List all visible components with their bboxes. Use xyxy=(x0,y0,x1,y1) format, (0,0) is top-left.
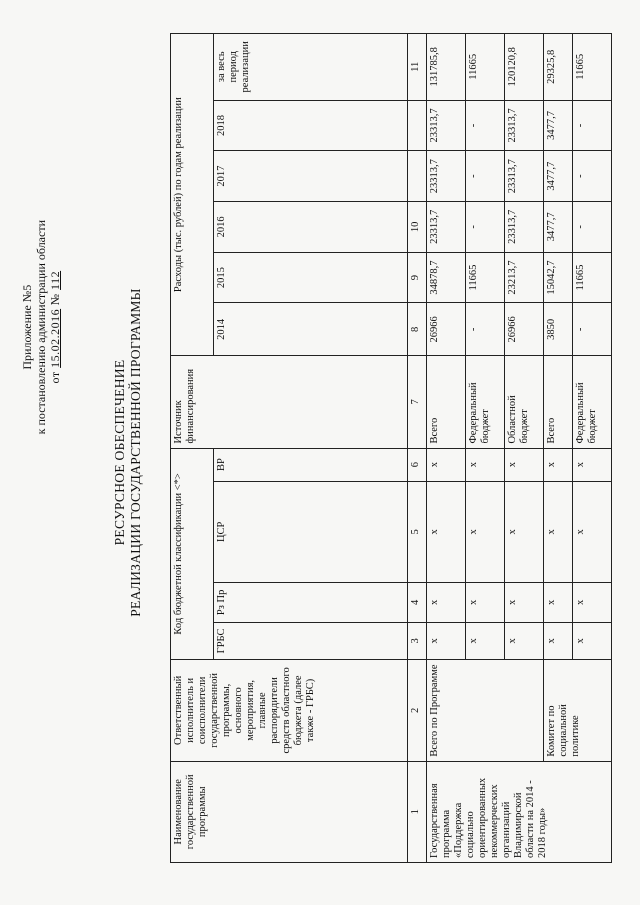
cell-2016: 23313,7 xyxy=(505,202,544,253)
appendix-date-line xyxy=(48,220,62,434)
cell-grbs: х xyxy=(466,622,505,659)
cell-vr: х xyxy=(466,448,505,481)
col-num: 1 xyxy=(408,761,427,862)
cell-2018: 23313,7 xyxy=(505,100,544,151)
number-label: № xyxy=(48,293,62,306)
cell-rzpr: х xyxy=(505,583,544,623)
document-title xyxy=(112,0,144,905)
header-csr: ЦСР xyxy=(214,481,408,582)
header-budget-code: Код бюджетной классификации <*> xyxy=(171,448,214,660)
cell-rzpr: х xyxy=(427,583,466,623)
appendix-number: 112 xyxy=(48,270,62,290)
header-source: Источник финансирования xyxy=(171,356,408,448)
header-executor: Ответственный исполнитель и соисполнители государственной программы, основного мероприятия, главные распорядители средств областного бюджета (далее также - ГРБС) xyxy=(171,660,408,761)
cell-2015: 23213,7 xyxy=(505,252,544,303)
header-year-2017: 2017 xyxy=(214,151,408,202)
cell-grbs: х xyxy=(427,622,466,659)
resource-table xyxy=(170,33,612,863)
header-rzpr: Рз Пр xyxy=(214,583,408,623)
col-num: 6 xyxy=(408,448,427,481)
appendix-block xyxy=(20,220,62,434)
col-num: 10 xyxy=(408,202,427,253)
cell-csr: х xyxy=(505,481,544,582)
col-num: 3 xyxy=(408,622,427,659)
row-executor: Комитет по социальной политике xyxy=(544,660,612,761)
cell-2014: 3850 xyxy=(544,303,573,356)
header-name: Наименование государственной программы xyxy=(171,761,408,862)
header-year-2016: 2016 xyxy=(214,202,408,253)
cell-2015: 11665 xyxy=(466,252,505,303)
cell-rzpr: х xyxy=(544,583,573,623)
cell-total: 29325,8 xyxy=(544,34,573,101)
cell-2016: 23313,7 xyxy=(427,202,466,253)
header-expenses: Расходы (тыс. рублей) по годам реализации xyxy=(171,34,214,356)
appendix-resolution: к постановлению администрации области xyxy=(34,220,48,435)
cell-vr: х xyxy=(544,448,573,481)
table-row xyxy=(544,34,573,863)
col-num: 9 xyxy=(408,252,427,303)
cell-2016: 3477,7 xyxy=(544,202,573,253)
cell-total: 11665 xyxy=(466,34,505,101)
header-row-1 xyxy=(171,34,214,863)
cell-source: Всего xyxy=(544,356,573,448)
cell-2017: 23313,7 xyxy=(427,151,466,202)
cell-csr: х xyxy=(544,481,573,582)
column-numbers-row xyxy=(408,34,427,863)
cell-2014: - xyxy=(466,303,505,356)
cell-2014: 26966 xyxy=(505,303,544,356)
cell-2014: 26966 xyxy=(427,303,466,356)
col-num: 4 xyxy=(408,583,427,623)
cell-2017: - xyxy=(573,151,612,202)
cell-source: Областной бюджет xyxy=(505,356,544,448)
appendix-date: 15.02.2016 xyxy=(48,308,62,368)
cell-2016: - xyxy=(573,202,612,253)
header-grbs: ГРБС xyxy=(214,622,408,659)
cell-csr: х xyxy=(466,481,505,582)
cell-2018: - xyxy=(573,100,612,151)
cell-rzpr: х xyxy=(573,583,612,623)
cell-source: Всего xyxy=(427,356,466,448)
cell-2018: - xyxy=(466,100,505,151)
cell-total: 131785,8 xyxy=(427,34,466,101)
row-executor: Всего по Программе xyxy=(427,660,544,761)
cell-csr: х xyxy=(427,481,466,582)
cell-2014: - xyxy=(573,303,612,356)
date-prefix: от xyxy=(48,371,62,384)
cell-source: Федеральный бюджет xyxy=(573,356,612,448)
header-vr: ВР xyxy=(214,448,408,481)
appendix-title: Приложение №5 xyxy=(20,284,34,370)
col-num xyxy=(408,100,427,151)
table-row xyxy=(427,34,466,863)
cell-source: Федеральный бюджет xyxy=(466,356,505,448)
cell-2018: 3477,7 xyxy=(544,100,573,151)
cell-2017: - xyxy=(466,151,505,202)
cell-total: 120120,8 xyxy=(505,34,544,101)
header-year-2018: 2018 xyxy=(214,100,408,151)
cell-2018: 23313,7 xyxy=(427,100,466,151)
cell-grbs: х xyxy=(573,622,612,659)
col-num: 7 xyxy=(408,356,427,448)
program-name: Государственная программа «Поддержка социально ориентированных некоммерческих организаций Владимирской области на 2014 - 2018 годы» xyxy=(427,761,612,862)
col-num: 5 xyxy=(408,481,427,582)
cell-grbs: х xyxy=(505,622,544,659)
header-year-2015: 2015 xyxy=(214,252,408,303)
col-num: 11 xyxy=(408,34,427,101)
cell-grbs: х xyxy=(544,622,573,659)
cell-2015: 15042,7 xyxy=(544,252,573,303)
col-num: 2 xyxy=(408,660,427,761)
col-num: 8 xyxy=(408,303,427,356)
header-total-period: за весь период реализации xyxy=(214,34,408,101)
col-num xyxy=(408,151,427,202)
cell-csr: х xyxy=(573,481,612,582)
cell-2016: - xyxy=(466,202,505,253)
cell-2015: 34878,7 xyxy=(427,252,466,303)
cell-vr: х xyxy=(505,448,544,481)
document-title-line2: РЕАЛИЗАЦИИ ГОСУДАРСТВЕННОЙ ПРОГРАММЫ xyxy=(128,288,143,617)
cell-vr: х xyxy=(427,448,466,481)
cell-vr: х xyxy=(573,448,612,481)
header-year-2014: 2014 xyxy=(214,303,408,356)
document-title-line1: РЕСУРСНОЕ ОБЕСПЕЧЕНИЕ xyxy=(112,359,127,546)
cell-rzpr: х xyxy=(466,583,505,623)
cell-2017: 3477,7 xyxy=(544,151,573,202)
cell-2017: 23313,7 xyxy=(505,151,544,202)
cell-2015: 11665 xyxy=(573,252,612,303)
cell-total: 11665 xyxy=(573,34,612,101)
